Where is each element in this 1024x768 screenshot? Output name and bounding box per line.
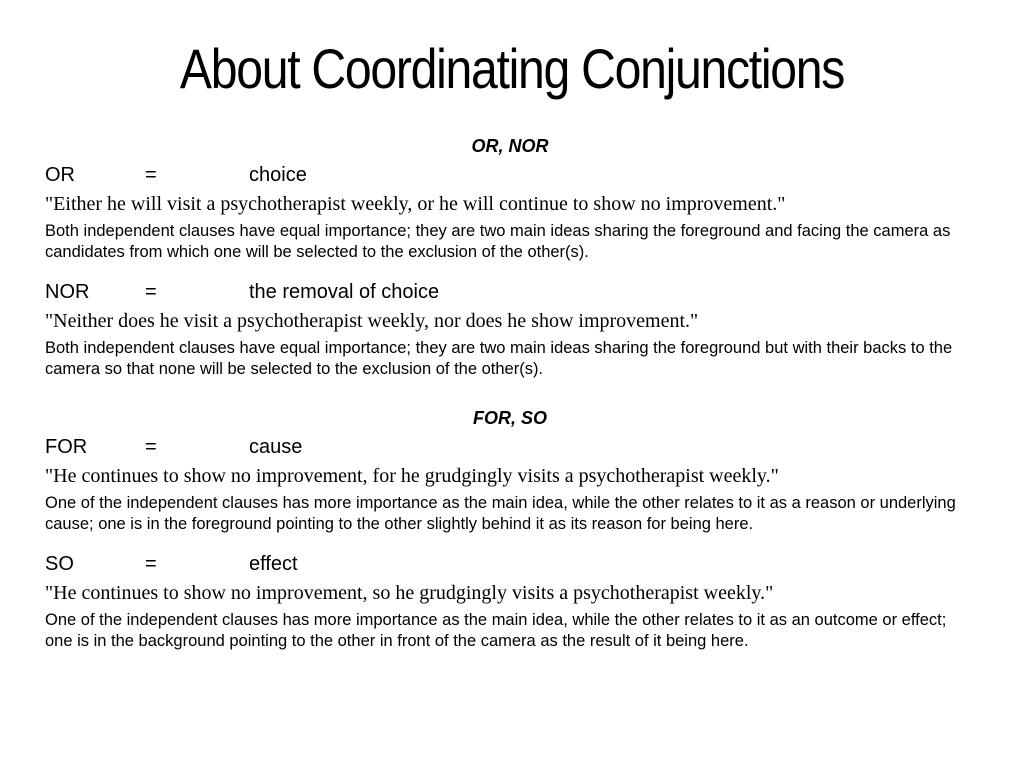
- section-heading-or-nor: OR, NOR: [471, 136, 549, 156]
- definition-row-so: [45, 551, 975, 577]
- section-heading-for-so: FOR, SO: [472, 408, 547, 428]
- term-label: NOR: [45, 281, 90, 303]
- term-meaning: choice: [249, 164, 307, 186]
- term-label: OR: [45, 164, 75, 186]
- explanation-for: One of the independent clauses has more importance as the main idea, while the other relates to it as a reason or underlying cause; one is in the foreground pointing to the other slightly behind it as its reason for being here.: [45, 494, 956, 533]
- example-sentence-or: "Either he will visit a psychotherapist weekly, or he will continue to show no improvement.": [45, 193, 786, 215]
- equals-sign: =: [145, 553, 157, 575]
- definition-row-nor: [45, 279, 975, 305]
- example-sentence-for: "He continues to show no improvement, for he grudgingly visits a psychotherapist weekly.": [45, 465, 779, 487]
- equals-sign: =: [145, 281, 157, 303]
- slide-content: [45, 134, 975, 652]
- explanation-nor: Both independent clauses have equal importance; they are two main ideas sharing the foreground but with their backs to the camera so that none will be selected to the exclusion of the other(s).: [45, 339, 953, 378]
- definition-row-or: [45, 162, 975, 188]
- definition-row-for: [45, 434, 975, 460]
- term-label: SO: [45, 553, 74, 575]
- term-meaning: cause: [249, 436, 303, 458]
- explanation-or: Both independent clauses have equal importance; they are two main ideas sharing the foreground and facing the camera as candidates from which one will be selected to the exclusion of the other(s).: [45, 222, 951, 261]
- equals-sign: =: [145, 164, 157, 186]
- term-label: FOR: [45, 436, 88, 458]
- equals-sign: =: [145, 436, 157, 458]
- example-sentence-nor: "Neither does he visit a psychotherapist weekly, nor does he show improvement.": [45, 310, 699, 332]
- explanation-so: One of the independent clauses has more importance as the main idea, while the other relates to it as an outcome or effect; one is in the background pointing to the other in front of the camera as the result of it being here.: [45, 611, 947, 650]
- example-sentence-so: "He continues to show no improvement, so he grudgingly visits a psychotherapist weekly.": [45, 582, 774, 604]
- slide-title: About Coordinating Conjunctions: [179, 37, 845, 100]
- term-meaning: effect: [249, 553, 298, 575]
- term-meaning: the removal of choice: [249, 281, 440, 303]
